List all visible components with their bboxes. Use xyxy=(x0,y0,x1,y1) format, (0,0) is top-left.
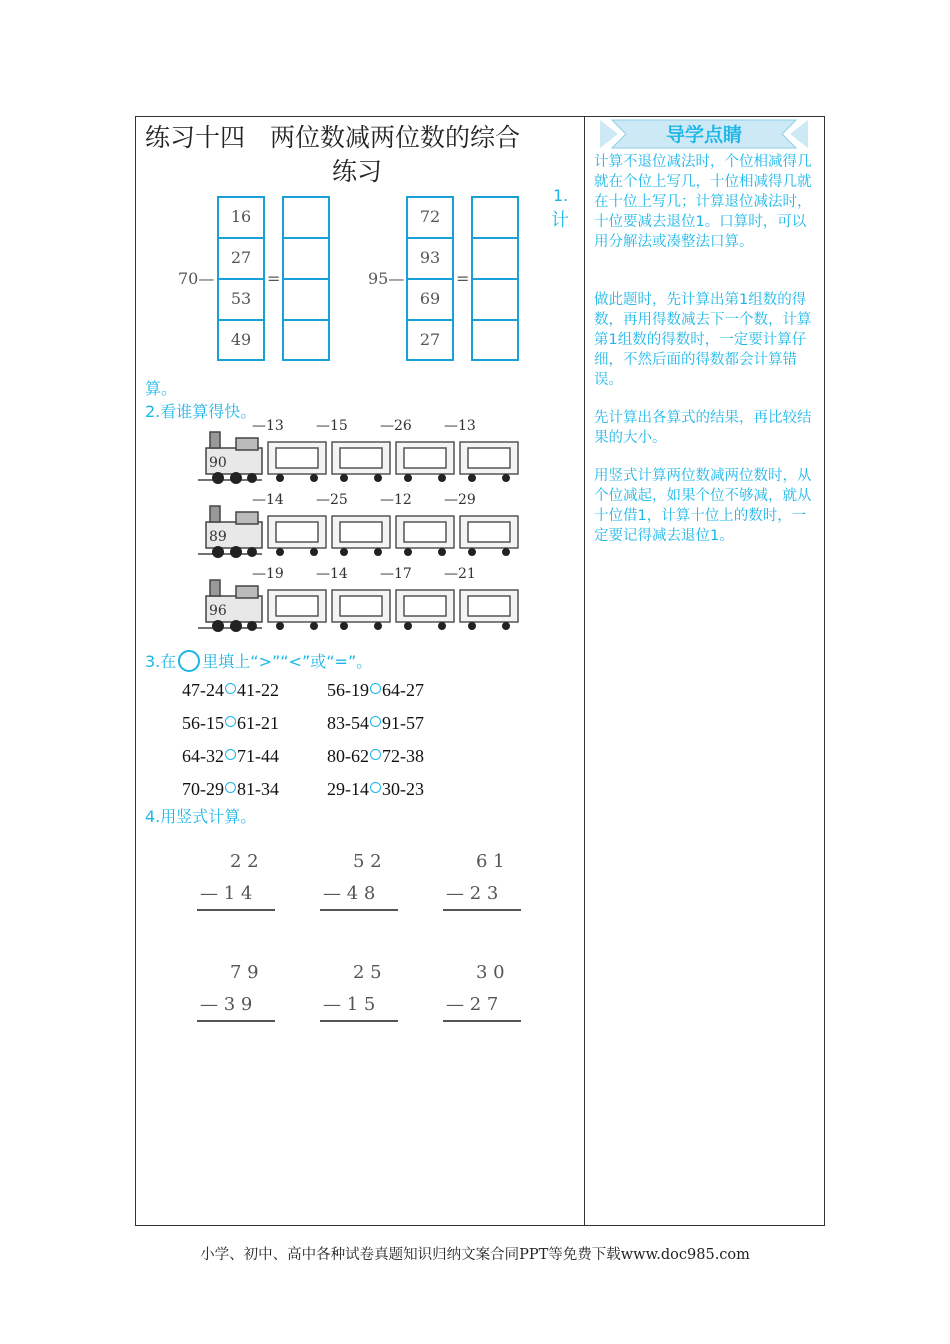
q4-problem6-top: 3 0 xyxy=(476,962,505,983)
q4-problem2-top: 5 2 xyxy=(353,851,382,872)
q4-problem3-line xyxy=(443,909,521,911)
q4-problem4-top: 7 9 xyxy=(230,962,259,983)
train-3-graphic xyxy=(196,566,526,638)
q1-group2-sub-3: 69 xyxy=(419,289,441,308)
guide-paragraph-4: 用竖式计算两位数减两位数时，从个位减起，如果个位不够减，就从十位借1，计算十位上的数时，一定要记得减去退位1。 xyxy=(594,468,812,544)
q4-label: 4.用竖式计算。 xyxy=(145,807,257,826)
train-3-op-3: —17 xyxy=(380,566,412,582)
q3-label-pre: 3.在 xyxy=(145,652,177,671)
q1-group2-sub-4: 27 xyxy=(419,330,441,349)
train-2-start: 89 xyxy=(209,529,227,545)
column-divider xyxy=(584,116,585,1226)
q4-problem1-bottom: — 1 4 xyxy=(200,883,253,904)
q1-group2-sub-2: 93 xyxy=(419,248,441,267)
q4-problem4-bottom: — 3 9 xyxy=(200,994,253,1015)
q2-label: 2.看谁算得快。 xyxy=(145,402,257,421)
q1-group1-sub-2: 27 xyxy=(230,248,252,267)
train-2-op-2: —25 xyxy=(316,492,348,508)
q1-group1-sub-3: 53 xyxy=(230,289,252,308)
q1-group2-equals: = xyxy=(456,269,470,288)
train-3-op-1: —19 xyxy=(252,566,284,582)
q1-tail: 算。 xyxy=(145,379,178,398)
train-1-op-2: —15 xyxy=(316,418,348,434)
train-3-start: 96 xyxy=(209,603,227,619)
train-1-start: 90 xyxy=(209,455,227,471)
q1-number: 1. xyxy=(553,186,569,205)
q4-problem2-bottom: — 4 8 xyxy=(323,883,376,904)
q4-problem5-line xyxy=(320,1020,398,1022)
q1-char: 计 xyxy=(551,210,569,231)
train-1 xyxy=(196,418,526,490)
q3-row4-item2[interactable]: 29-14 30-23 xyxy=(327,779,424,799)
train-2-graphic xyxy=(196,492,526,564)
train-1-op-4: —13 xyxy=(444,418,476,434)
q1-group1-sub-1: 16 xyxy=(230,207,252,226)
q3-row1-item1[interactable]: 47-24 41-22 xyxy=(182,680,279,700)
guide-banner-title: 导学点睛 xyxy=(665,124,742,146)
train-1-op-1: —13 xyxy=(252,418,284,434)
q1-group1-equals: = xyxy=(267,269,281,288)
q3-label xyxy=(145,649,372,672)
page-title: 练习十四 两位数减两位数的综合 xyxy=(145,123,521,152)
guide-paragraph-1: 计算不退位减法时，个位相减得几就在个位上写几，十位相减得几就在十位上写几；计算退位减法时，十位要减去退位1。口算时，可以用分解法或凑整法口算。 xyxy=(594,154,812,250)
q1-group2-sub-1: 72 xyxy=(419,207,441,226)
train-1-op-3: —26 xyxy=(380,418,412,434)
train-2 xyxy=(196,492,526,564)
q4-problem1-top: 2 2 xyxy=(230,851,259,872)
train-2-op-1: —14 xyxy=(252,492,284,508)
q1-group1-sub-4: 49 xyxy=(230,330,252,349)
q3-row3-item1[interactable]: 64-32 71-44 xyxy=(182,746,279,766)
q4-problem3-bottom: — 2 3 xyxy=(446,883,499,904)
q3-row1-item2[interactable]: 56-19 64-27 xyxy=(327,680,424,700)
q1-group1-minuend: 70— xyxy=(178,269,215,288)
guide-paragraph-2: 做此题时，先计算出第1组数的得数，再用得数减去下一个数，计算第1组数的得数时，一定要计算仔细，不然后面的得数都会计算错误。 xyxy=(594,292,812,388)
q3-row2-item2[interactable]: 83-54 91-57 xyxy=(327,713,424,733)
guide-banner xyxy=(598,118,810,150)
q4-problem1-line xyxy=(197,909,275,911)
guide-paragraph-3: 先计算出各算式的结果，再比较结果的大小。 xyxy=(594,410,812,446)
q4-problem4-line xyxy=(197,1020,275,1022)
q3-row2-item1[interactable]: 56-15 61-21 xyxy=(182,713,279,733)
train-2-op-4: —29 xyxy=(444,492,476,508)
page-title-line2: 练习 xyxy=(332,157,383,186)
train-3 xyxy=(196,566,526,638)
train-1-graphic xyxy=(196,418,526,490)
footer-text: 小学、初中、高中各种试卷真题知识归纳文案合同PPT等免费下载www.doc985.com xyxy=(200,1247,750,1263)
q4-problem5-bottom: — 1 5 xyxy=(323,994,376,1015)
q1-group2-minuend: 95— xyxy=(368,269,405,288)
q4-problem5-top: 2 5 xyxy=(353,962,382,983)
q4-problem6-bottom: — 2 7 xyxy=(446,994,499,1015)
q4-problem6-line xyxy=(443,1020,521,1022)
q3-row4-item1[interactable]: 70-29 81-34 xyxy=(182,779,279,799)
train-2-op-3: —12 xyxy=(380,492,412,508)
q3-label-post: 里填上“>”“<”或“=”。 xyxy=(202,652,373,671)
circle-icon xyxy=(178,650,200,672)
q4-problem2-line xyxy=(320,909,398,911)
train-3-op-2: —14 xyxy=(316,566,348,582)
q3-row3-item2[interactable]: 80-62 72-38 xyxy=(327,746,424,766)
train-3-op-4: —21 xyxy=(444,566,476,582)
q4-problem3-top: 6 1 xyxy=(476,851,505,872)
